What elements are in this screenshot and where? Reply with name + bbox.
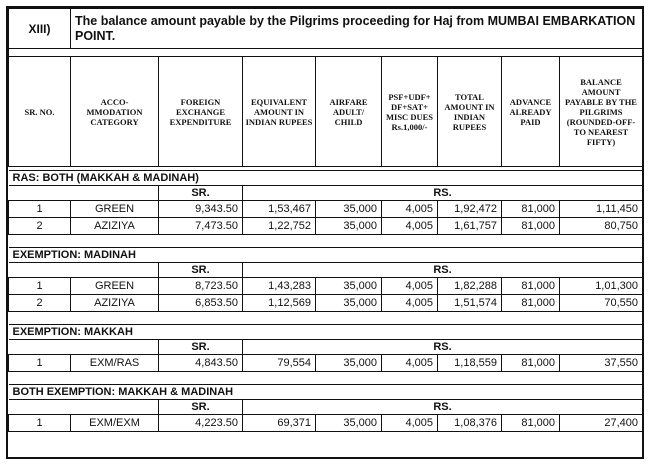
balance-cell: 1,01,300: [560, 278, 643, 295]
header-accommodation: ACCO-MMODATION CATEGORY: [71, 57, 159, 167]
category-cell: EXM/EXM: [71, 415, 159, 432]
equivalent-inr-cell: 1,53,467: [243, 201, 316, 218]
sr-no-cell: 2: [9, 218, 71, 235]
currency-row: [9, 186, 643, 201]
header-sr-no: SR. NO.: [9, 57, 71, 167]
equivalent-inr-cell: 69,371: [243, 415, 316, 432]
balance-cell: 37,550: [560, 355, 643, 372]
advance-paid-cell: 81,000: [502, 278, 560, 295]
airfare-cell: 35,000: [316, 218, 382, 235]
section-heading-row: [9, 248, 643, 263]
currency-sr-label: SR.: [159, 186, 243, 201]
total-inr-cell: 1,08,376: [438, 415, 502, 432]
balance-cell: 80,750: [560, 218, 643, 235]
airfare-cell: 35,000: [316, 201, 382, 218]
airfare-cell: 35,000: [316, 295, 382, 312]
equivalent-inr-cell: 1,22,752: [243, 218, 316, 235]
currency-row: [9, 263, 643, 278]
section-heading: RAS: BOTH (MAKKAH & MADINAH): [9, 171, 643, 186]
table-row: [9, 415, 643, 432]
title-row: [9, 9, 643, 49]
total-inr-cell: 1,18,559: [438, 355, 502, 372]
equivalent-inr-cell: 1,12,569: [243, 295, 316, 312]
psf-dues-cell: 4,005: [382, 278, 438, 295]
equivalent-inr-cell: 79,554: [243, 355, 316, 372]
currency-row: [9, 400, 643, 415]
category-cell: EXM/RAS: [71, 355, 159, 372]
table-row: [9, 201, 643, 218]
total-inr-cell: 1,61,757: [438, 218, 502, 235]
section-heading-row: [9, 325, 643, 340]
table-row: [9, 218, 643, 235]
header-airfare: AIRFARE ADULT/ CHILD: [316, 57, 382, 167]
advance-paid-cell: 81,000: [502, 295, 560, 312]
section-number: XIII): [9, 9, 71, 49]
sr-no-cell: 1: [9, 355, 71, 372]
category-cell: GREEN: [71, 278, 159, 295]
balance-cell: 27,400: [560, 415, 643, 432]
currency-row: [9, 340, 643, 355]
currency-rs-label: RS.: [243, 263, 643, 278]
sr-no-cell: 1: [9, 415, 71, 432]
spacer-row: [9, 372, 643, 385]
currency-sr-label: SR.: [159, 400, 243, 415]
equivalent-inr-cell: 1,43,283: [243, 278, 316, 295]
category-cell: AZIZIYA: [71, 295, 159, 312]
section-heading-row: [9, 171, 643, 186]
header-row: [9, 57, 643, 167]
spacer-row: [9, 49, 643, 57]
table-row: [9, 278, 643, 295]
advance-paid-cell: 81,000: [502, 218, 560, 235]
foreign-exchange-cell: 4,843.50: [159, 355, 243, 372]
table-row: [9, 295, 643, 312]
foreign-exchange-cell: 4,223.50: [159, 415, 243, 432]
foreign-exchange-cell: 6,853.50: [159, 295, 243, 312]
document-title: The balance amount payable by the Pilgrims proceeding for Haj from MUMBAI EMBARKATION POINT.: [71, 9, 643, 49]
section-heading: BOTH EXEMPTION: MAKKAH & MADINAH: [9, 385, 643, 400]
table-row: [9, 355, 643, 372]
header-equivalent-inr: EQUIVALENT AMOUNT IN INDIAN RUPEES: [243, 57, 316, 167]
foreign-exchange-cell: 9,343.50: [159, 201, 243, 218]
psf-dues-cell: 4,005: [382, 295, 438, 312]
header-total-inr: TOTAL AMOUNT IN INDIAN RUPEES: [438, 57, 502, 167]
advance-paid-cell: 81,000: [502, 201, 560, 218]
balance-cell: 70,550: [560, 295, 643, 312]
currency-sr-label: SR.: [159, 340, 243, 355]
spacer-row: [9, 235, 643, 248]
header-advance-paid: ADVANCE ALREADY PAID: [502, 57, 560, 167]
total-inr-cell: 1,82,288: [438, 278, 502, 295]
header-balance-payable: BALANCE AMOUNT PAYABLE BY THE PILGRIMS (ROUNDED-OFF-TO NEAREST FIFTY): [560, 57, 643, 167]
section-heading: EXEMPTION: MAKKAH: [9, 325, 643, 340]
spacer-row: [9, 312, 643, 325]
psf-dues-cell: 4,005: [382, 415, 438, 432]
psf-dues-cell: 4,005: [382, 355, 438, 372]
psf-dues-cell: 4,005: [382, 218, 438, 235]
total-inr-cell: 1,92,472: [438, 201, 502, 218]
total-inr-cell: 1,51,574: [438, 295, 502, 312]
airfare-cell: 35,000: [316, 278, 382, 295]
haj-payment-document: [6, 6, 644, 459]
currency-rs-label: RS.: [243, 186, 643, 201]
airfare-cell: 35,000: [316, 415, 382, 432]
payment-table: [8, 8, 643, 432]
header-foreign-exchange: FOREIGN EXCHANGE EXPENDITURE: [159, 57, 243, 167]
psf-dues-cell: 4,005: [382, 201, 438, 218]
category-cell: AZIZIYA: [71, 218, 159, 235]
advance-paid-cell: 81,000: [502, 415, 560, 432]
balance-cell: 1,11,450: [560, 201, 643, 218]
section-heading-row: [9, 385, 643, 400]
section-heading: EXEMPTION: MADINAH: [9, 248, 643, 263]
category-cell: GREEN: [71, 201, 159, 218]
currency-rs-label: RS.: [243, 400, 643, 415]
sr-no-cell: 1: [9, 201, 71, 218]
sr-no-cell: 2: [9, 295, 71, 312]
currency-rs-label: RS.: [243, 340, 643, 355]
foreign-exchange-cell: 8,723.50: [159, 278, 243, 295]
sr-no-cell: 1: [9, 278, 71, 295]
airfare-cell: 35,000: [316, 355, 382, 372]
header-psf-dues: PSF+UDF+ DF+SAT+ MISC DUES Rs.1,000/-: [382, 57, 438, 167]
foreign-exchange-cell: 7,473.50: [159, 218, 243, 235]
currency-sr-label: SR.: [159, 263, 243, 278]
advance-paid-cell: 81,000: [502, 355, 560, 372]
